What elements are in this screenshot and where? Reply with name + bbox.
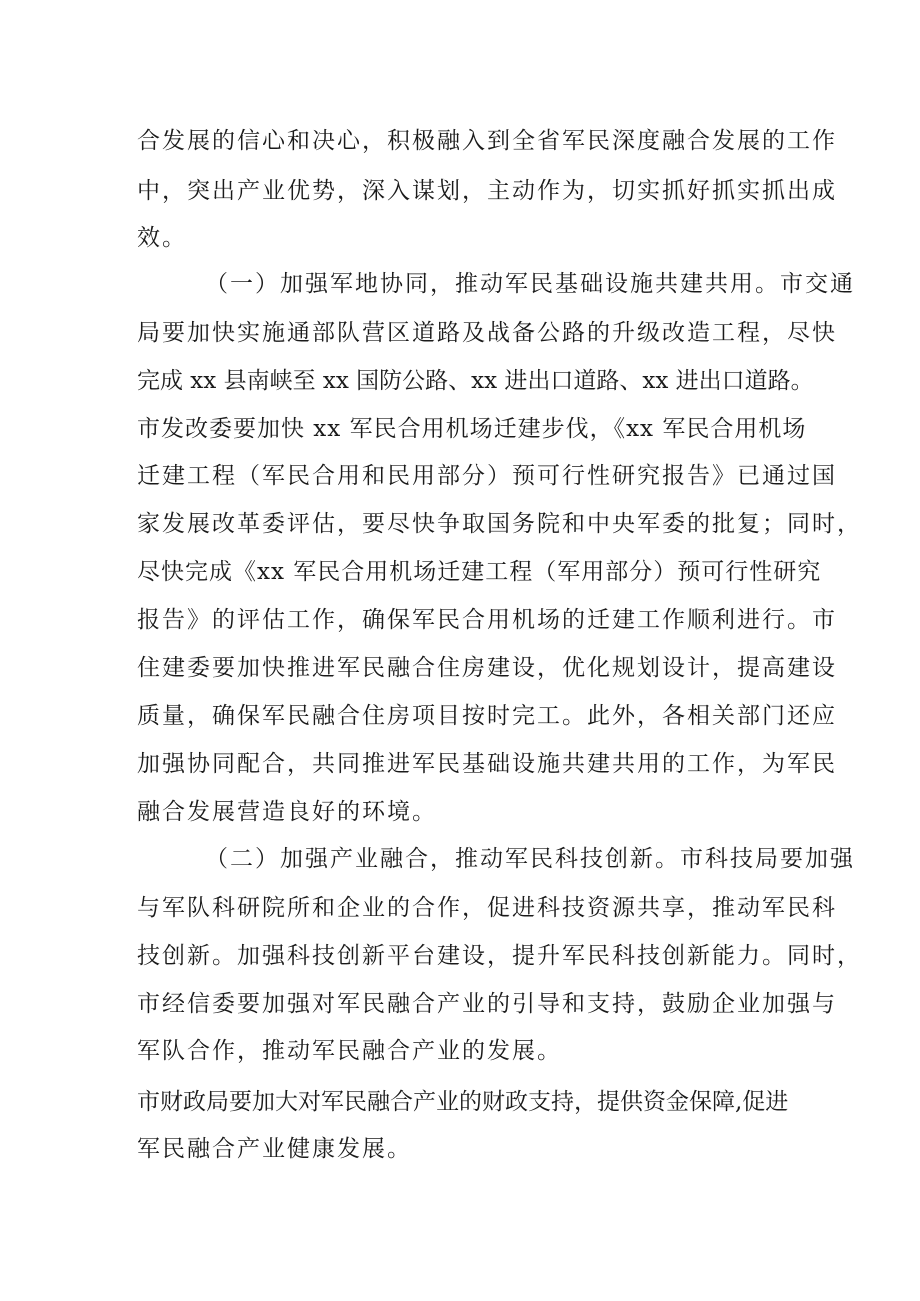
text-line: 迁建工程（军民合用和民用部分）预可行性研究报告》已通过国 [137,463,837,489]
text-line: 尽快完成《xx 军民合用机场迁建工程（军用部分）预可行性研究 [137,559,822,585]
text-line: 市发改委要加快 xx 军民合用机场迁建步伐，《xx 军民合用机场 [137,416,807,442]
text-line: 军民融合产业健康发展。 [137,1136,412,1162]
text-line: 效。 [137,225,187,251]
text-line: 报告》的评估工作，确保军民合用机场的迁建工作顺利进行。市 [137,607,837,633]
paragraph-heading-line: （二）加强产业融合，推动军民科技创新。市科技局要加强 [205,846,855,872]
text-line: 融合发展营造良好的环境。 [137,799,437,825]
text-line: 市经信委要加强对军民融合产业的引导和支持，鼓励企业加强与 [137,991,837,1017]
text-line: 加强协同配合，共同推进军民基础设施共建共用的工作，为军民 [137,751,837,777]
text-line: 技创新。加强科技创新平台建设，提升军民科技创新能力。同时， [137,943,862,969]
text-line: 质量，确保军民融合住房项目按时完工。此外，各相关部门还应 [137,703,837,729]
text-line: 家发展改革委评估，要尽快争取国务院和中央军委的批复；同时， [137,511,862,537]
text-line: 局要加快实施通部队营区道路及战备公路的升级改造工程，尽快 [137,320,837,346]
text-line: 市财政局要加大对军民融合产业的财政支持，提供资金保障,促进 [137,1089,789,1115]
text-line: 合发展的信心和决心，积极融入到全省军民深度融合发展的工作 [137,128,837,154]
text-line: 住建委要加快推进军民融合住房建设，优化规划设计，提高建设 [137,655,837,681]
text-line: 与军队科研院所和企业的合作，促进科技资源共享，推动军民科 [137,895,837,921]
paragraph-heading-line: （一）加强军地协同，推动军民基础设施共建共用。市交通 [205,271,855,297]
text-line: 军队合作，推动军民融合产业的发展。 [137,1038,562,1064]
text-line: 中，突出产业优势，深入谋划，主动作为，切实抓好抓实抓出成 [137,178,837,204]
text-line: 完成 xx 县南峡至 xx 国防公路、xx 进出口道路、xx 进出口道路。 [137,368,814,394]
